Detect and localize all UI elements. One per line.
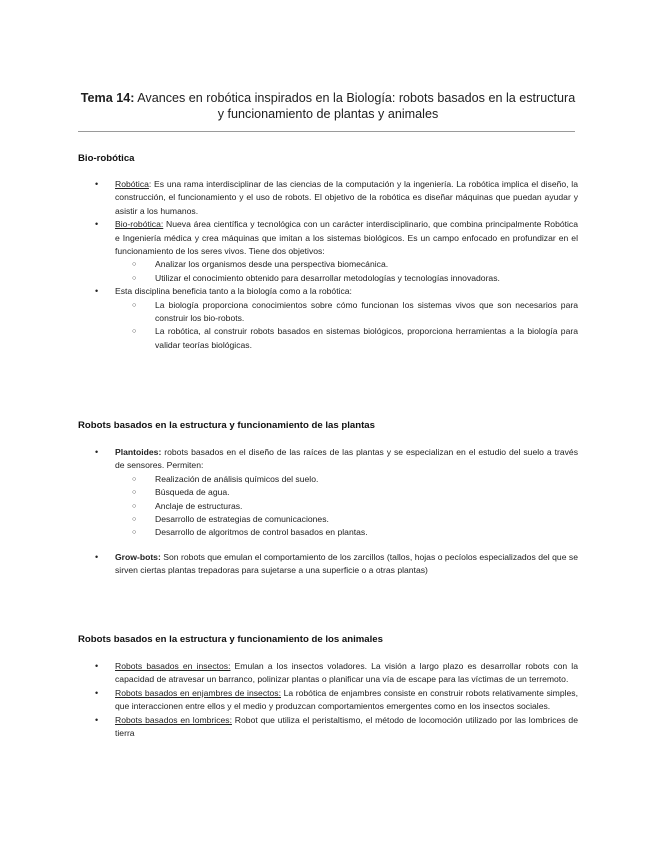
sub-list-item: ○ Realización de análisis químicos del suelo.	[115, 473, 578, 486]
term-grow-bots: Grow-bots:	[115, 551, 161, 562]
list-item: • Robots basados en enjambres de insectos: La robótica de enjambres consiste en construir robots relativamente simples, que interaccionen entre ellos y el medio y produzcan comportamientos emergentes como en los insectos sociales.	[78, 687, 578, 714]
list-item: • Grow-bots: Son robots que emulan el comportamiento de los zarcillos (tallos, hojas o pecíolos especializados del que se sirven ciertas plantas trepadoras para sujetarse a una superficie o a otras plantas)	[78, 551, 578, 578]
section-heading-animales: Robots basados en la estructura y funcionamiento de los animales	[78, 634, 383, 645]
sub-list-item: ○ Búsqueda de agua.	[115, 486, 578, 499]
sub-list	[115, 473, 578, 540]
sub-list	[115, 258, 578, 285]
sub-list-item: ○ La robótica, al construir robots basados en sistemas biológicos, proporciona herramientas a la biología para validar teorías biológicas.	[115, 325, 578, 352]
title-text: Avances en robótica inspirados en la Biología: robots basados en la estructura y funcionamiento de plantas y animales	[134, 91, 576, 121]
term-plantoides: Plantoides:	[115, 447, 162, 457]
sub-list-item: ○ Anclaje de estructuras.	[115, 500, 578, 513]
spacer	[78, 540, 578, 551]
section-heading-bio-robotica: Bio-robótica	[78, 153, 135, 164]
list-item: • Bio-robótica: Nueva área científica y tecnológica con un carácter interdisciplinario, que combina principalmente Robótica e Ingeniería médica y crea máquinas que imitan a los sistemas biológicos. Es un campo enfocado en profundizar en el funcionamiento de los seres vivos. Tiene dos objetivos: ○ Analizar los organismos desde una perspectiva biomecánica. ○ Utilizar el conocimiento obtenido para desarrollar metodologías y tecnologías innovadoras.	[78, 218, 578, 285]
list-item: • Robótica: Es una rama interdisciplinar de las ciencias de la computación y la ingeniería. La robótica implica el diseño, la construcción, el funcionamiento y el uso de robots. El objetivo de la robótica es diseñar máquinas que puedan ayudar y asistir a los humanos.	[78, 178, 578, 218]
plantas-list	[78, 446, 578, 578]
list-item: • Robots basados en lombrices: Robot que utiliza el peristaltismo, el método de locomoción utilizado por las lombrices de tierra	[78, 714, 578, 741]
term-enjambres: Robots basados en enjambres de insectos:	[115, 687, 281, 698]
list-item: • Robots basados en insectos: Emulan a los insectos voladores. La visión a largo plazo es desarrollar robots con la capacidad de atravesar un barranco, polinizar plantas o planificar una vía de escape para las víctimas de un terremoto.	[78, 660, 578, 687]
sub-list-item: ○ Desarrollo de algoritmos de control basados en plantas.	[115, 526, 578, 539]
term-bio-robotica: Bio-robótica:	[115, 219, 164, 230]
list-item: • Plantoides: robots basados en el diseño de las raíces de las plantas y se especializan en el estudio del suelo a través de sensores. Permiten: ○ Realización de análisis químicos del suelo. ○ Búsqueda de agua. ○ Anclaje de estructuras. ○ Desarrollo de estrategias de comunicaciones. ○ Desarrollo de algoritmos de control basados en plantas.	[78, 446, 578, 540]
title-prefix: Tema 14:	[80, 91, 135, 105]
list-item: • Esta disciplina beneficia tanto a la biología como a la robótica: ○ La biología proporciona conocimientos sobre cómo funcionan los sistemas vivos que son necesarios para construir los bio-robots. ○ La robótica, al construir robots basados en sistemas biológicos, proporciona herramientas a la biología para validar teorías biológicas.	[78, 285, 578, 352]
bio-robotica-list	[78, 178, 578, 352]
term-insectos: Robots basados en insectos:	[115, 661, 231, 671]
sub-list-item: ○ Analizar los organismos desde una perspectiva biomecánica.	[115, 258, 578, 271]
title-divider	[78, 131, 575, 132]
term-robotica: Robótica	[115, 179, 149, 189]
animales-list	[78, 660, 578, 740]
sub-list	[115, 299, 578, 353]
sub-list-item: ○ Desarrollo de estrategias de comunicaciones.	[115, 513, 578, 526]
sub-list-item: ○ Utilizar el conocimiento obtenido para desarrollar metodologías y tecnologías innovadoras.	[115, 272, 578, 285]
section-heading-plantas: Robots basados en la estructura y funcionamiento de las plantas	[78, 420, 375, 431]
term-lombrices: Robots basados en lombrices:	[115, 714, 232, 725]
sub-list-item: ○ La biología proporciona conocimientos sobre cómo funcionan los sistemas vivos que son necesarios para construir los bio-robots.	[115, 299, 578, 326]
document-title	[78, 90, 578, 122]
